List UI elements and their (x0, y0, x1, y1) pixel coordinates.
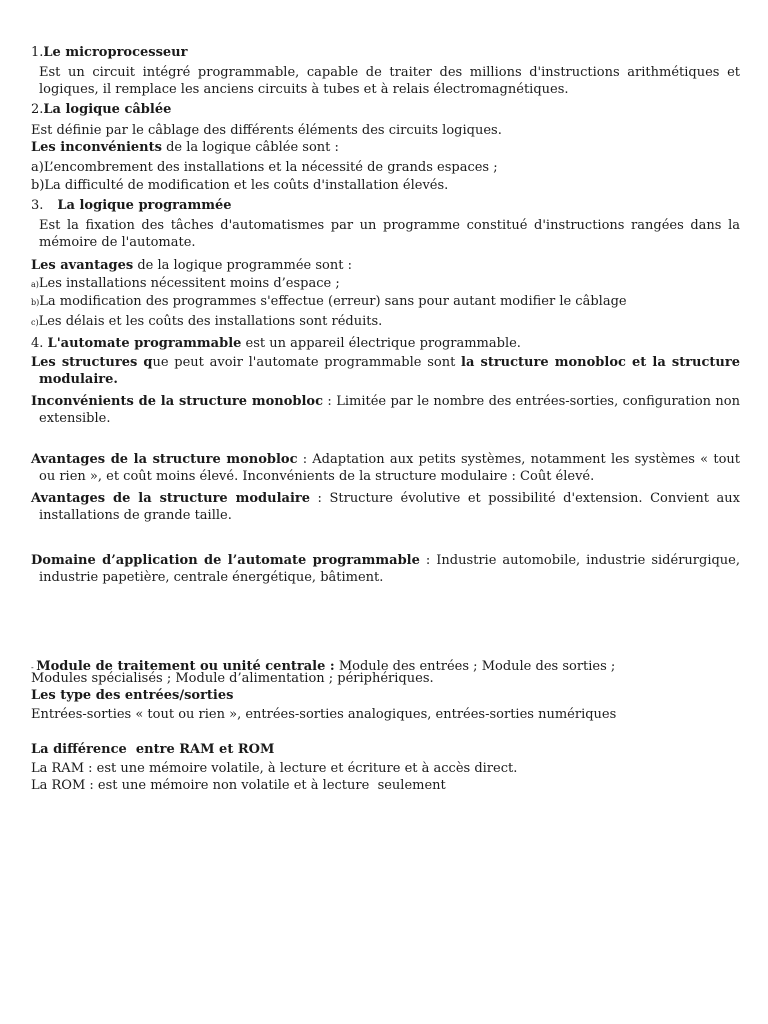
section-title: La logique câblée (43, 102, 172, 117)
inconvenients-label: Les inconvénients (31, 140, 162, 155)
list-text: Les installations nécessitent moins d’espace ; (38, 276, 340, 291)
structures-emphasis: la structure monobloc et la structure modulaire. (39, 355, 741, 387)
avantages-modulaire-label: Avantages de la structure modulaire (31, 491, 311, 506)
ram-definition: La RAM : est une mémoire volatile, à lecture et écriture et à accès direct. (31, 761, 518, 776)
list-marker: b) (31, 298, 40, 307)
section-1-heading (31, 44, 740, 61)
avantages-label: Les avantages (31, 258, 134, 273)
section-title: L'automate programmable (47, 336, 242, 351)
avantages-monobloc (31, 451, 740, 485)
inconvenients-monobloc-text: : Limitée par le nombre des entrées-sorties, configuration non extensible. (39, 394, 740, 426)
avantages-monobloc-label: Avantages de la structure monobloc (31, 452, 298, 467)
section-3-avantages (31, 257, 740, 274)
section-number: 1. (31, 45, 44, 60)
section-3-body: Est la fixation des tâches d'automatismes par un programme constitué d'instructions rangées dans la mémoire de l'automate. (39, 218, 740, 250)
list-item: a)L’encombrement des installations et la nécessité de grands espaces ; (31, 160, 498, 175)
list-marker: a) (31, 280, 39, 289)
memory-title (31, 741, 740, 758)
avantages-monobloc-text: : Adaptation aux petits systèmes, notamment les systèmes « tout ou rien », et coût moins élevé. Inconvénients de la structure modulaire : Coût élevé. (39, 452, 740, 484)
list-marker: c) (31, 318, 39, 327)
io-body: Entrées-sorties « tout ou rien », entrées-sorties analogiques, entrées-sorties numériques (31, 707, 617, 722)
list-item (31, 293, 740, 311)
domaine-application (31, 552, 740, 586)
memory-title-text: La différence entre RAM et ROM (31, 742, 275, 757)
section-title: La logique programmée (57, 198, 232, 213)
section-2-heading (31, 101, 740, 118)
structures-paragraph (31, 354, 740, 388)
bullet-dash: - (31, 663, 37, 672)
avantages-modulaire-text: : Structure évolutive et possibilité d'extension. Convient aux installations de grande taille. (39, 491, 741, 523)
io-title (31, 687, 740, 704)
inconvenients-monobloc-label: Inconvénients de la structure monobloc (31, 394, 324, 409)
domaine-text: : Industrie automobile, industrie sidérurgique, industrie papetière, centrale énergétique, bâtiment. (39, 553, 740, 585)
domaine-label: Domaine d’application de l’automate programmable (31, 553, 420, 568)
section-4-heading (31, 335, 740, 352)
io-title-text: Les type des entrées/sorties (31, 688, 234, 703)
section-number: 3. (31, 198, 44, 213)
modules-text: Module des entrées ; Module des sorties ; (334, 659, 616, 674)
section-2-inconvenients (31, 139, 740, 156)
section-title-rest: est un appareil électrique programmable. (241, 336, 521, 351)
list-text: Les délais et les coûts des installations sont réduits. (38, 314, 383, 329)
section-1-body: Est un circuit intégré programmable, capable de traiter des millions d'instructions arithmétiques et logiques, il remplace les anciens circuits à tubes et à relais électromagnétiques. (39, 65, 740, 97)
list-text: La modification des programmes s'effectue (erreur) sans pour autant modifier le câblage (39, 294, 627, 309)
rom-definition: La ROM : est une mémoire non volatile et à lecture seulement (31, 778, 446, 793)
structures-text: ue peut avoir l'automate programmable sont (152, 355, 462, 370)
modules-line-2: Modules spécialisés ; Module d’alimentation ; périphériques. (31, 671, 434, 686)
section-2-body: Est définie par le câblage des différents éléments des circuits logiques. (31, 123, 502, 138)
list-item (31, 275, 740, 293)
avantages-modulaire (31, 490, 740, 524)
modules-label: Module de traitement ou unité centrale : (36, 659, 335, 674)
list-item (31, 313, 740, 331)
inconvenients-text: de la logique câblée sont : (161, 140, 339, 155)
section-3-heading (31, 197, 740, 214)
section-title: Le microprocesseur (43, 45, 188, 60)
avantages-text: de la logique programmée sont : (133, 258, 352, 273)
structures-label: Les structures q (31, 355, 153, 370)
list-item: b)La difficulté de modification et les coûts d'installation élevés. (31, 178, 449, 193)
section-number: 2. (31, 102, 44, 117)
inconvenients-monobloc (31, 393, 740, 427)
section-number: 4. (31, 336, 48, 351)
